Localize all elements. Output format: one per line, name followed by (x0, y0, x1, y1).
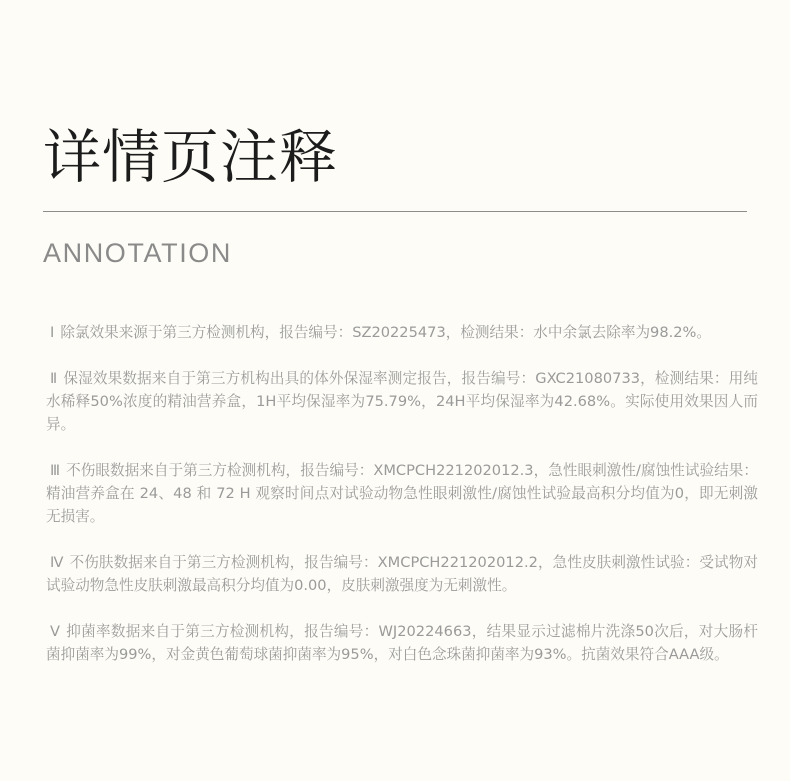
annotation-numeral: Ⅱ (50, 370, 58, 387)
page-title: 详情页注释 (43, 123, 339, 191)
annotation-text: 不伤肤数据来自于第三方检测机构，报告编号：XMCPCH221202012.2，急性皮肤刺激性试验：受试物对试验动物急性皮肤刺激最高积分均值为0.00，皮肤刺激强度为无刺激性。 (46, 554, 758, 594)
annotation-item (46, 620, 758, 666)
annotation-numeral: Ⅴ (50, 623, 60, 640)
annotation-numeral: Ⅳ (50, 554, 64, 571)
annotation-text: 保湿效果数据来自于第三方机构出具的体外保湿率测定报告，报告编号：GXC21080733，检测结果：用纯水稀释50%浓度的精油营养盒，1H平均保湿率为75.79%，24H平均保湿率为42.68%。实际使用效果因人而异。 (46, 370, 758, 433)
annotation-item (46, 321, 758, 344)
annotation-numeral: Ⅲ (50, 462, 61, 479)
page-subtitle: ANNOTATION (43, 238, 232, 268)
annotation-text: 抑菌率数据来自于第三方检测机构，报告编号：WJ20224663，结果显示过滤棉片洗涤50次后，对大肠杆菌抑菌率为99%，对金黄色葡萄球菌抑菌率为95%，对白色念珠菌抑菌率为93%。抗菌效果符合AAA级。 (46, 623, 758, 663)
annotation-text: 除氯效果来源于第三方检测机构，报告编号：SZ20225473，检测结果：水中余氯去除率为98.2%。 (60, 324, 711, 341)
title-divider (43, 211, 747, 212)
annotation-text: 不伤眼数据来自于第三方检测机构，报告编号：XMCPCH221202012.3，急性眼刺激性/腐蚀性试验结果：精油营养盒在 24、48 和 72 H 观察时间点对试验动物急性眼刺激性/腐蚀性试验最高积分均值为0，即无刺激无损害。 (46, 462, 758, 525)
annotation-list (46, 321, 758, 689)
annotation-item (46, 459, 758, 528)
annotation-item (46, 551, 758, 597)
annotation-item (46, 367, 758, 436)
annotation-numeral: Ⅰ (50, 324, 55, 341)
